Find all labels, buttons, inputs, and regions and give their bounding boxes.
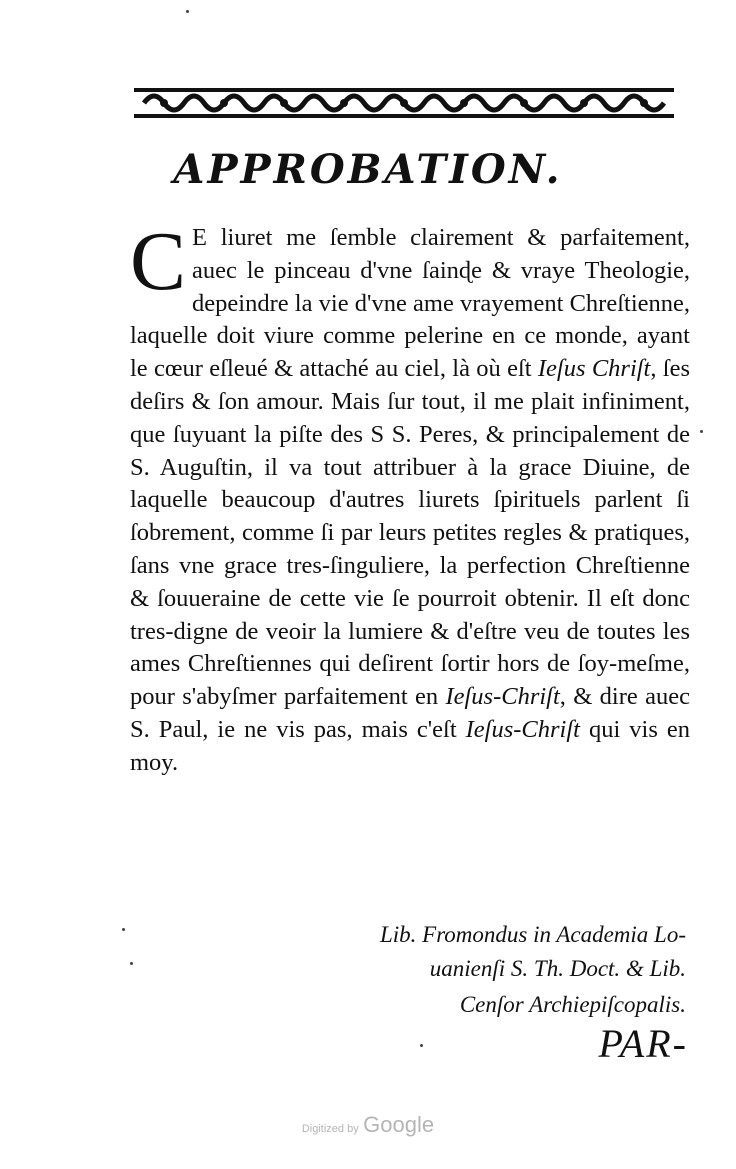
signature-line-3: Cenſor Archiepiſcopalis. xyxy=(459,992,686,1017)
ornament-band xyxy=(134,86,674,120)
italic-name-2: Ieſus-Chriſt xyxy=(445,683,560,711)
ink-speck xyxy=(700,430,703,433)
text-run-1: E liuret me ſemble clairement & parfaitement, auec le pinceau d'vne ſainɖe & vraye Theologie, depeindre la vie d'vne ame vrayement Chreſtienne, laquelle doit viure comme pelerine en ce monde, ayant le cœur eſleué & attaché au ciel, là où eſt xyxy=(130,224,690,383)
drop-cap: C xyxy=(130,215,187,308)
catchword: PAR- xyxy=(598,1021,688,1066)
footer-brand: Google xyxy=(363,1112,435,1137)
text-run-4: qui vis en moy. xyxy=(130,715,690,776)
text-run-2: , ſes deſirs & ſon amour. Mais ſur tout, il me plait infiniment, que ſuyuant la piſte des S S. Peres, & principalement de S. Auguſtin, il va tout attribuer à la grace Diuine, de laquelle beaucoup d'autres liurets ſpirituels parlent ſi ſobrement, comme ſi par leurs petites regles & pratiques, ſans vne grace tres-ſinguliere, la perfection Chreſtienne & ſouueraine de cette vie ſe pourroit obtenir. Il eſt donc tres-digne de veoir la lumiere & d'eſtre veu de toutes les ames Chreſtiennes qui deſirent ſortir hors de ſoy-meſme, pour s'abyſmer parfaitement en xyxy=(130,355,691,711)
ink-speck xyxy=(420,1044,423,1047)
ink-speck xyxy=(130,962,133,965)
footer-prefix: Digitized by xyxy=(301,1123,359,1135)
italic-name-1: Ieſus Chriſt xyxy=(537,355,651,383)
italic-name-3: Ieſus-Chriſt xyxy=(465,715,580,743)
signature-line-1: Lib. Fromondus in Academia Lo- xyxy=(379,922,686,947)
signature-line-2: uanienſi S. Th. Doct. & Lib. xyxy=(429,956,686,981)
ink-speck xyxy=(122,928,125,931)
ink-speck xyxy=(186,10,189,13)
text-run-3: , & dire auec S. Paul, ie ne vis pas, mais c'eſt xyxy=(130,683,690,743)
approbation-paragraph xyxy=(130,215,691,780)
page-title: APPROBATION. xyxy=(173,146,563,193)
digitization-footer xyxy=(0,1112,736,1138)
